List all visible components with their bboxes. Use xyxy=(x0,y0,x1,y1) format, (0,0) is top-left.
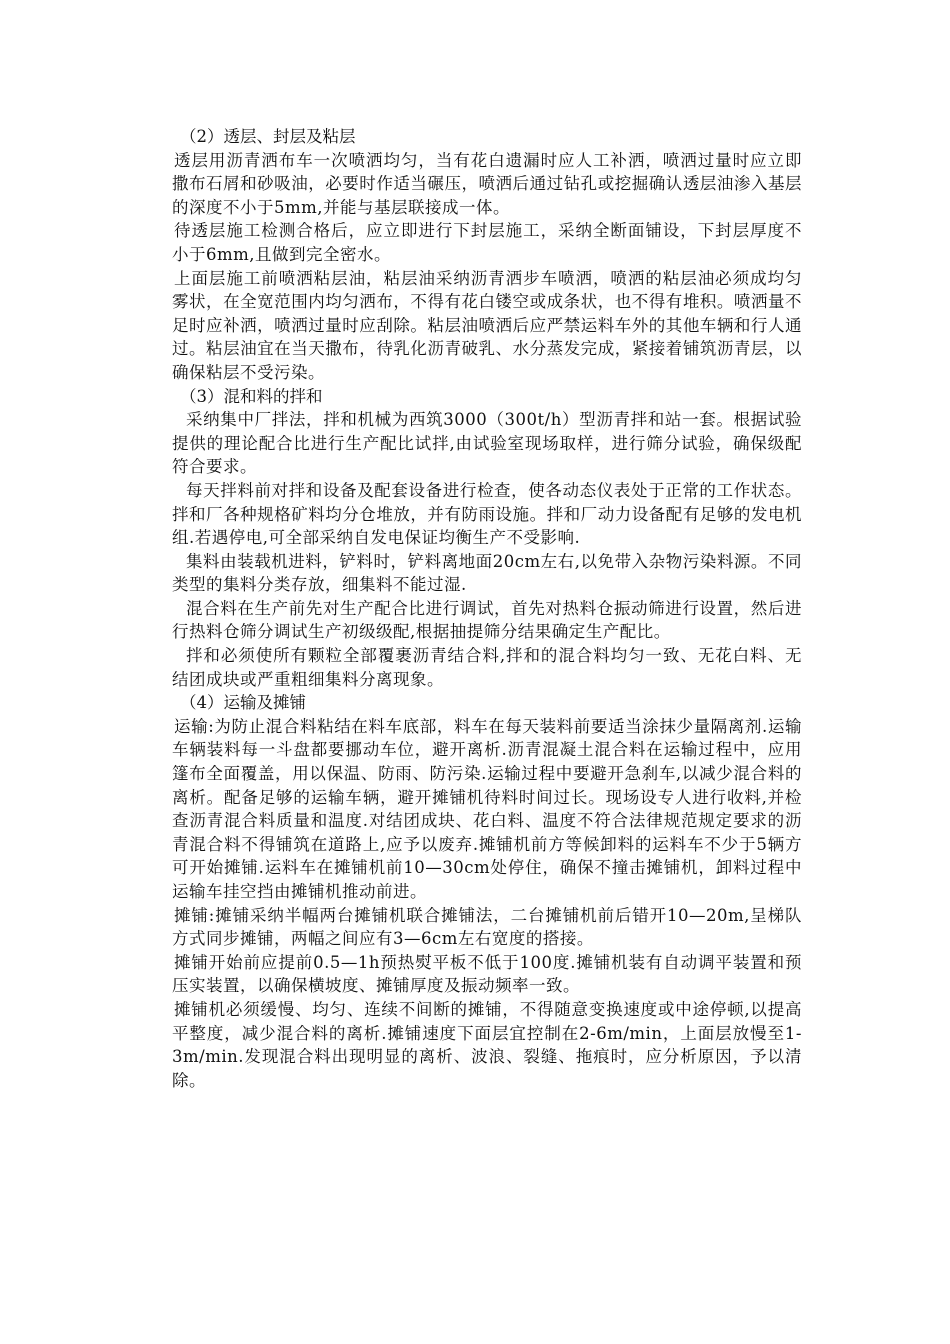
paragraph-plant-mixing: 采纳集中厂拌法，拌和机械为西筑3000（300t/h）型沥青拌和站一套。根据试验提供的理论配合比进行生产配比试拌,由试验室现场取样，进行筛分试验，确保级配符合要求。 xyxy=(172,410,802,477)
paragraph-mix-coating: 拌和必须使所有颗粒全部覆裹沥青结合料,拌和的混合料均匀一致、无花白料、无结团成块或严重粗细集料分离现象。 xyxy=(172,646,802,689)
section-heading-2: （2）透层、封层及粘层 xyxy=(180,127,356,146)
document-body xyxy=(172,125,802,1092)
section-heading-3: （3）混和料的拌和 xyxy=(180,386,323,406)
paragraph-transport: 运输:为防止混合料粘结在料车底部，料车在每天装料前要适当涂抹少量隔离剂.运输车辆装料每一斗盘都要挪动车位，避开离析.沥青混凝土混合料在运输过程中，应用篷布全面覆盖，用以保温、防雨、防污染.运输过程中要避开急刹车,以减少混合料的离析。配备足够的运输车辆，避开摊铺机待料时间过长。现场设专人进行收料,并检查沥青混合料质量和温度.对结团成块、花白料、温度不符合法律规范规定要求的沥青混合料不得铺筑在道路上,应予以废弃.摊铺机前方等候卸料的运料车不少于5辆方可开始摊铺.运料车在摊铺机前10—30cm处停住，确保不撞击摊铺机，卸料过程中运输车挂空挡由摊铺机推动前进。 xyxy=(172,716,802,901)
paragraph-mix-calibration: 混合料在生产前先对生产配合比进行调试，首先对热料仓振动筛进行设置，然后进行热料仓筛分调试生产初级级配,根据抽提筛分结果确定生产配比。 xyxy=(172,598,802,642)
paragraph-screed-preheat: 摊铺开始前应提前0.5—1h预热熨平板不低于100度.摊铺机装有自动调平装置和预压实装置，以确保横坡度、摊铺厚度及振动频率一致。 xyxy=(172,952,802,996)
paragraph-prime-coat: 透层用沥青洒布车一次喷洒均匀，当有花白遗漏时应人工补洒，喷洒过量时应立即撒布石屑和砂吸油，必要时作适当碾压，喷洒后通过钻孔或挖掘确认透层油渗入基层的深度不小于5mm,并能与基层联接成一体。 xyxy=(172,150,802,217)
paragraph-paving-speed: 摊铺机必须缓慢、均匀、连续不间断的摊铺，不得随意变换速度或中途停顿,以提高平整度，减少混合料的离析.摊铺速度下面层宜控制在2-6m/min，上面层放慢至1-3m/min.发现混合料出现明显的离析、波浪、裂缝、拖痕时，应分析原因，予以清除。 xyxy=(172,999,802,1090)
paragraph-tack-coat: 上面层施工前喷洒粘层油，粘层油采纳沥青洒步车喷洒，喷洒的粘层油必须成均匀雾状，在全宽范围内均匀洒布，不得有花白镂空或成条状，也不得有堆积。喷洒量不足时应补洒，喷洒过量时应刮除。粘层油喷洒后应严禁运料车外的其他车辆和行人通过。粘层油宜在当天撒布，待乳化沥青破乳、水分蒸发完成，紧接着铺筑沥青层，以确保粘层不受污染。 xyxy=(172,268,802,382)
paragraph-equipment-check: 每天拌料前对拌和设备及配套设备进行检查，使各动态仪表处于正常的工作状态。拌和厂各种规格矿料均分仓堆放，并有防雨设施。拌和厂动力设备配有足够的发电机组.若遇停电,可全部采纳自发电保证均衡生产不受影响. xyxy=(172,480,802,548)
paragraph-aggregate-loading: 集料由装载机进料，铲料时，铲料离地面20cm左右,以免带入杂物污染料源。不同类型的集料分类存放，细集料不能过湿. xyxy=(172,551,802,595)
paragraph-lower-seal: 待透层施工检测合格后，应立即进行下封层施工，采纳全断面铺设，下封层厚度不小于6mm,且做到完全密水。 xyxy=(172,221,802,264)
section-heading-4: （4）运输及摊铺 xyxy=(180,693,306,713)
paragraph-paving-method: 摊铺:摊铺采纳半幅两台摊铺机联合摊铺法，二台摊铺机前后错开10—20m,呈梯队方式同步摊铺，两幅之间应有3—6cm左右宽度的搭接。 xyxy=(172,905,802,949)
